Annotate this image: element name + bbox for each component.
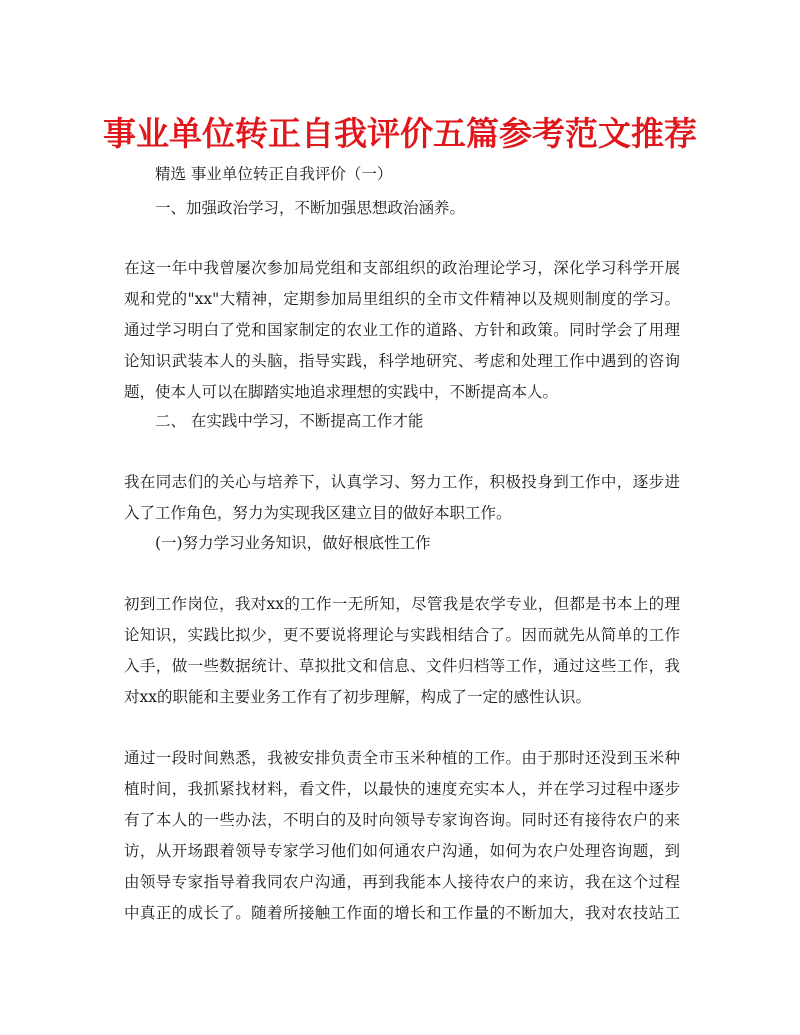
paragraph-line: 题，使本人可以在脚踏实地追求理想的实践中，不断提高本人。 <box>124 383 559 401</box>
document-title: 事业单位转正自我评价五篇参考范文推荐 <box>103 114 697 153</box>
paragraph-line: 由领导专家指导着我同农户沟通，再到我能本人接待农户的来访，我在这个过程 <box>124 873 680 891</box>
subsection-heading-1: (一)努力学习业务知识，做好根底性工作 <box>155 534 431 552</box>
paragraph-line: 中真正的成长了。随着所接触工作面的增长和工作量的不断加大，我对农技站工 <box>124 904 680 922</box>
paragraph-line: 对xx的职能和主要业务工作有了初步理解，构成了一定的感性认识。 <box>124 688 591 706</box>
subtitle: 精选 事业单位转正自我评价（一） <box>155 165 393 183</box>
paragraph-line: 在这一年中我曾屡次参加局党组和支部组织的政治理论学习，深化学习科学开展 <box>124 259 680 277</box>
paragraph-line: 论知识武装本人的头脑，指导实践，科学地研究、考虑和处理工作中遇到的咨询 <box>124 352 680 370</box>
paragraph-line: 通过一段时间熟悉，我被安排负责全市玉米种植的工作。由于那时还没到玉米种 <box>124 749 680 767</box>
paragraph-line: 我在同志们的关心与培养下，认真学习、努力工作，积极投身到工作中，逐步进 <box>124 473 680 491</box>
paragraph-line: 有了本人的一些办法，不明白的及时向领导专家询咨询。同时还有接待农户的来 <box>124 811 680 829</box>
paragraph-line: 访，从开场跟着领导专家学习他们如何通农户沟通，如何为农户处理咨询题，到 <box>124 842 680 860</box>
paragraph-line: 通过学习明白了党和国家制定的农业工作的道路、方针和政策。同时学会了用理 <box>124 321 680 339</box>
section-heading-2: 二、 在实践中学习，不断提高工作才能 <box>155 412 424 430</box>
paragraph-line: 初到工作岗位，我对xx的工作一无所知，尽管我是农学专业，但都是书本上的理 <box>124 595 680 613</box>
paragraph-line: 观和党的"xx"大精神，定期参加局里组织的全市文件精神以及规则制度的学习。 <box>124 290 680 308</box>
paragraph-line: 入手，做一些数据统计、草拟批文和信息、文件归档等工作，通过这些工作，我 <box>124 657 680 675</box>
paragraph-line: 论知识，实践比拟少，更不要说将理论与实践相结合了。因而就先从简单的工作 <box>124 626 680 644</box>
section-heading-1: 一、加强政治学习，不断加强思想政治涵养。 <box>155 199 466 217</box>
paragraph-line: 入了工作角色，努力为实现我区建立目的做好本职工作。 <box>124 504 512 522</box>
paragraph-line: 植时间，我抓紧找材料，看文件，以最快的速度充实本人，并在学习过程中逐步 <box>124 780 680 798</box>
